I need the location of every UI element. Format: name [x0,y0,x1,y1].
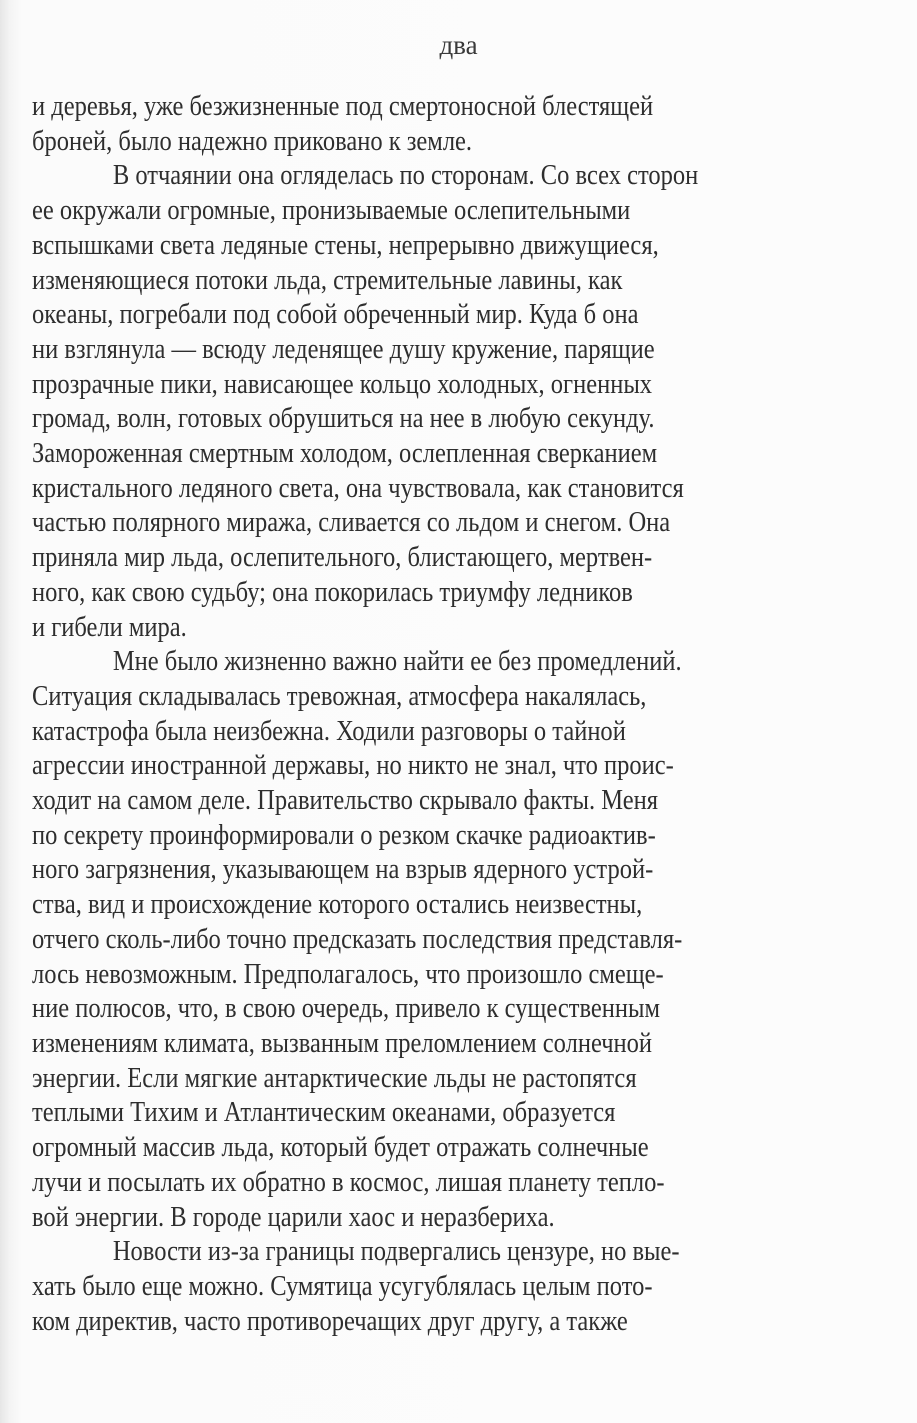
text-line: океаны, погребали под собой обреченный мир. Куда б она [32,299,639,331]
text-line: по секрету проинформировали о резком скачке радиоактив- [32,819,656,851]
text-line: и гибели мира. [32,611,187,643]
text-line: приняла мир льда, ослепительного, блистающего, мертвен- [32,542,653,574]
text-line: Замороженная смертным холодом, ослепленная сверканием [32,438,658,470]
text-line: теплыми Тихим и Атлантическим океанами, образуется [32,1097,616,1129]
text-line: и деревья, уже безжизненные под смертоносной блестящей [32,91,654,122]
text-line: катастрофа была неизбежна. Ходили разговоры о тайной [32,715,626,747]
text-line: лось невозможным. Предполагалось, что произошло смеще- [32,958,664,990]
text-line: ного, как свою судьбу; она покорилась триумфу ледников [32,576,633,608]
paragraph-first-line: В отчаянии она огляделась по сторонам. Со всех сторон [112,160,699,192]
text-line: ства, вид и происхождение которого остались неизвестны, [32,889,643,921]
text-line: огромный массив льда, который будет отражать солнечные [32,1132,649,1164]
text-line: громад, волн, готовых обрушиться на нее в любую секунду. [32,403,655,435]
running-head: два [439,30,478,60]
text-line: лучи и посылать их обратно в космос, лишая планету тепло- [32,1166,665,1198]
text-line: изменяющиеся потоки льда, стремительные лавины, как [32,264,623,296]
text-line: ние полюсов, что, в свою очередь, привело к существенным [32,993,660,1025]
text-line: агрессии иностранной державы, но никто не знал, что проис- [32,750,674,782]
text-line: ком директив, часто противоречащих друг другу, а также [32,1305,628,1337]
text-line: ни взглянула — всюду леденящее душу кружение, парящие [32,333,655,365]
text-line: энергии. Если мягкие антарктические льды не растопятся [32,1062,637,1094]
text-line: кристального ледяного света, она чувствовала, как становится [32,472,684,504]
body-text [32,90,789,1339]
paragraph-first-line: Мне было жизненно важно найти ее без промедлений. [112,646,682,678]
text-line: хать было еще можно. Сумятица усугублялась целым пото- [32,1270,653,1302]
text-line: ного загрязнения, указывающем на взрыв ядерного устрой- [32,854,654,886]
text-line: Ситуация складывалась тревожная, атмосфера накалялась, [32,680,647,712]
text-line: изменениям климата, вызванным преломлением солнечной [32,1027,653,1059]
text-line: броней, было надежно приковано к земле. [32,125,473,157]
text-line: ходит на самом деле. Правительство скрывало факты. Меня [32,785,659,817]
text-line: ее окружали огромные, пронизываемые ослепительными [32,195,631,227]
text-line: частью полярного миража, сливается со льдом и снегом. Она [32,507,671,539]
text-line: прозрачные пики, нависающее кольцо холодных, огненных [32,368,653,400]
text-line: отчего сколь-либо точно предсказать последствия представля- [32,923,683,955]
text-line: вспышками света ледяные стены, непрерывно движущиеся, [32,229,659,261]
paragraph-first-line: Новости из-за границы подвергались цензуре, но вые- [112,1236,680,1268]
text-line: вой энергии. В городе царили хаос и неразбериха. [32,1201,555,1233]
